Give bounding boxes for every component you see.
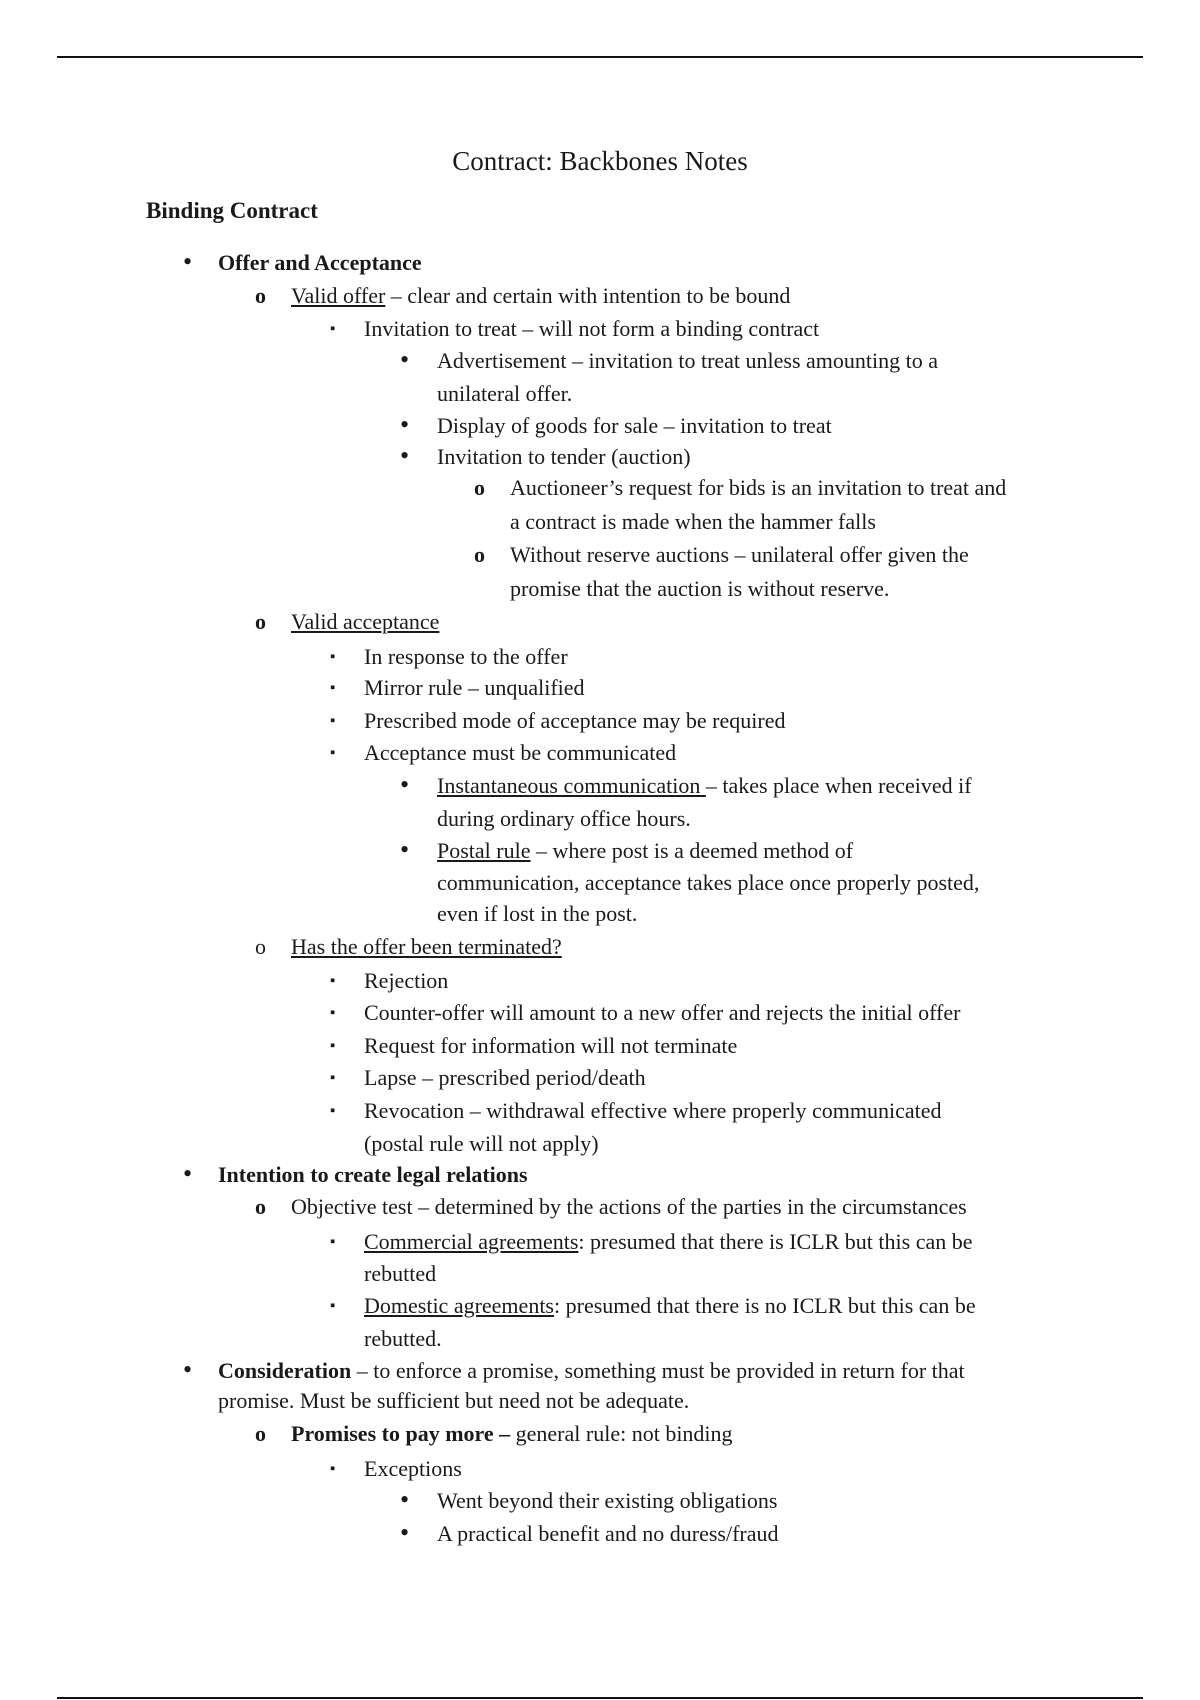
bullet-marker: •: [400, 1518, 410, 1547]
bullet-marker: o: [255, 283, 266, 308]
outline-line: [437, 350, 938, 372]
line-text: In response to the offer: [364, 644, 568, 669]
outline-line: [437, 1490, 777, 1512]
line-text: Valid acceptance: [291, 609, 440, 634]
bullet-marker: ▪: [330, 1298, 336, 1314]
outline-line: [364, 318, 819, 340]
bullet-marker: •: [183, 1159, 193, 1188]
line-text: Instantaneous communication: [437, 773, 706, 798]
bullet-marker: ▪: [330, 649, 336, 665]
line-text: rebutted.: [364, 1326, 442, 1351]
outline-line: [218, 1164, 528, 1186]
line-text: promise that the auction is without reserve.: [510, 576, 890, 601]
outline-line: [364, 970, 448, 992]
bullet-marker: •: [400, 835, 410, 864]
line-text: Invitation to tender (auction): [437, 444, 691, 469]
line-text: promise. Must be sufficient but need not be adequate.: [218, 1388, 690, 1413]
line-text: Valid offer: [291, 283, 386, 308]
bottom-rule: [57, 1697, 1143, 1699]
line-text: during ordinary office hours.: [437, 806, 691, 831]
outline-line: [218, 1360, 965, 1382]
line-text: Exceptions: [364, 1456, 462, 1481]
outline-line: [291, 611, 439, 633]
line-text: Lapse – prescribed period/death: [364, 1065, 646, 1090]
line-text: Without reserve auctions – unilateral offer given the: [510, 542, 969, 567]
outline-line: [510, 477, 1006, 499]
outline-line: [364, 677, 585, 699]
line-text: A practical benefit and no duress/fraud: [437, 1521, 779, 1546]
outline-line: [510, 578, 889, 600]
line-text: – to enforce a promise, something must be provided in return for that: [351, 1358, 965, 1383]
document-title: Contract: Backbones Notes: [452, 146, 748, 176]
bullet-marker: o: [474, 475, 485, 500]
bullet-marker: ▪: [330, 973, 336, 989]
bullet-marker: o: [255, 934, 266, 959]
section-heading: Binding Contract: [146, 198, 318, 223]
line-text: Promises to pay more –: [291, 1421, 511, 1446]
line-text: Objective test – determined by the actions of the parties in the circumstances: [291, 1194, 967, 1219]
bullet-marker: ▪: [330, 1070, 336, 1086]
bullet-marker: ▪: [330, 745, 336, 761]
bullet-marker: •: [183, 1355, 193, 1384]
bullet-marker: ▪: [330, 1234, 336, 1250]
bullet-marker: o: [255, 609, 266, 634]
outline-line: [437, 808, 691, 830]
bullet-marker: o: [255, 1194, 266, 1219]
outline-line: [364, 1100, 941, 1122]
outline-line: [364, 646, 568, 668]
line-text: general rule: not binding: [510, 1421, 733, 1446]
line-text: – takes place when received if: [705, 773, 972, 798]
bullet-marker: •: [183, 247, 193, 276]
outline-line: [364, 742, 676, 764]
outline-line: [364, 1002, 960, 1024]
line-text: unilateral offer.: [437, 381, 573, 406]
outline-line: [291, 1196, 967, 1218]
bullet-marker: ▪: [330, 1005, 336, 1021]
line-text: – clear and certain with intention to be bound: [385, 283, 791, 308]
outline-line: [364, 1295, 976, 1317]
bullet-marker: o: [474, 542, 485, 567]
line-text: communication, acceptance takes place once properly posted,: [437, 870, 980, 895]
bullet-marker: •: [400, 345, 410, 374]
outline-line: [364, 1458, 462, 1480]
outline-line: [291, 285, 790, 307]
bullet-marker: ▪: [330, 1461, 336, 1477]
outline-line: [364, 1263, 436, 1285]
bullet-marker: ▪: [330, 1038, 336, 1054]
outline-line: [437, 446, 691, 468]
bullet-marker: •: [400, 441, 410, 470]
line-text: Commercial agreements: [364, 1229, 579, 1254]
outline-line: [364, 1035, 737, 1057]
line-text: Request for information will not terminate: [364, 1033, 738, 1058]
outline-line: [291, 1423, 733, 1445]
line-text: Advertisement – invitation to treat unless amounting to a: [437, 348, 939, 373]
line-text: Display of goods for sale – invitation to treat: [437, 413, 832, 438]
outline-line: [437, 415, 832, 437]
line-text: Domestic agreements: [364, 1293, 554, 1318]
line-text: : presumed that there is no ICLR but this can be: [554, 1293, 976, 1318]
outline-line: [364, 710, 785, 732]
outline-line: [510, 544, 969, 566]
outline-line: [218, 1390, 689, 1412]
line-text: Auctioneer’s request for bids is an invitation to treat and: [510, 475, 1007, 500]
line-text: Counter-offer will amount to a new offer and rejects the initial offer: [364, 1000, 961, 1025]
line-text: : presumed that there is ICLR but this can be: [578, 1229, 973, 1254]
outline-line: [218, 252, 422, 274]
line-text: Consideration: [218, 1358, 352, 1383]
line-text: a contract is made when the hammer falls: [510, 509, 876, 534]
line-text: Offer and Acceptance: [218, 250, 422, 275]
outline-line: [291, 936, 562, 958]
outline-line: [364, 1328, 442, 1350]
outline-line: [437, 840, 853, 862]
line-text: Invitation to treat – will not form a binding contract: [364, 316, 820, 341]
bullet-marker: o: [255, 1421, 266, 1446]
bullet-marker: •: [400, 410, 410, 439]
outline-line: [364, 1067, 646, 1089]
line-text: Intention to create legal relations: [218, 1162, 528, 1187]
bullet-marker: ▪: [330, 680, 336, 696]
line-text: Rejection: [364, 968, 449, 993]
outline-line: [437, 775, 972, 797]
line-text: even if lost in the post.: [437, 901, 638, 926]
bullet-marker: ▪: [330, 713, 336, 729]
outline-line: [364, 1231, 973, 1253]
top-rule: [57, 56, 1143, 58]
bullet-marker: ▪: [330, 1103, 336, 1119]
outline-line: [437, 872, 979, 894]
outline-line: [437, 903, 637, 925]
outline-line: [437, 1523, 778, 1545]
line-text: Revocation – withdrawal effective where properly communicated: [364, 1098, 942, 1123]
bullet-marker: •: [400, 1485, 410, 1514]
line-text: Acceptance must be communicated: [364, 740, 677, 765]
line-text: Has the offer been terminated?: [291, 934, 562, 959]
outline-line: [364, 1133, 599, 1155]
line-text: Prescribed mode of acceptance may be required: [364, 708, 786, 733]
outline-line: [510, 511, 876, 533]
line-text: Postal rule: [437, 838, 531, 863]
line-text: Mirror rule – unqualified: [364, 675, 585, 700]
bullet-marker: •: [400, 770, 410, 799]
line-text: – where post is a deemed method of: [530, 838, 854, 863]
line-text: rebutted: [364, 1261, 437, 1286]
line-text: Went beyond their existing obligations: [437, 1488, 778, 1513]
bullet-marker: ▪: [330, 321, 336, 337]
line-text: (postal rule will not apply): [364, 1131, 599, 1156]
outline-line: [437, 383, 572, 405]
